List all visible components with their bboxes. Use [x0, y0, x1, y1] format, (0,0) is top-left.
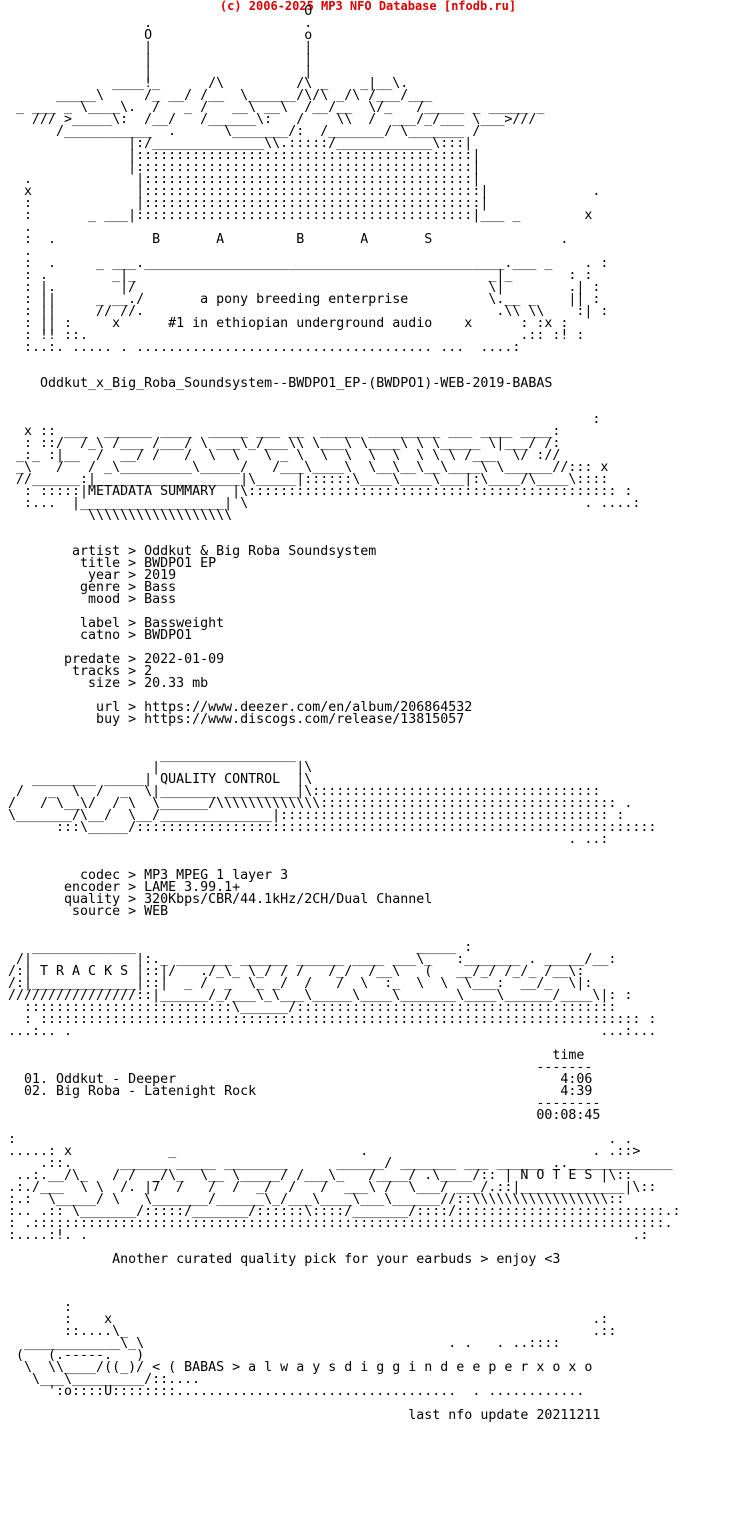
nfo-text-block: O . . O o | | | | | | ____!_ /\ /\ _ _|__\. _____\ /_ __/ /__ \______/\/\ _/\ /___/___ _ ___ _ \____\. / _ / __\ __\ /__/__ \/_ /_____ _ _____ _ /// >_____\: /__/ /______\: / \\ / ___/_/___ \___>/// /___________ . \_______/: /_______/ \_______ / |:/______________\\.:::::/____________\:::| |::::::::::::::::::::::::::::::::::::::::::| |::::::::::::::::::::::::::::::::::::::::::| . |:::::::::::::::::::::::::::::::::::::::::| x |::::::::::::::::::::::::::::::::::::::::::| . : |::::::::::::::::::::::::::::::::::::::::::| : _ ___|::::::::::::::::::::::::::::::::::::::::::|___ _ x . : . B A B A S . . : . _ ___._____________________________________________.___ _ . : : . _|_ _|_ : : : |. |/ \| .| : : || _ __./ a pony breeding enterprise \.__ _ || : : || // //. .\\ \\ :| : : || : x #1 in ethiopian underground audio x : :x : : !! ::. .:: :! : :..:. ..... . ..................................... ... ....: Oddkut_x_Big_Roba_Soundsystem--BWDPO1_EP-(BWDPO1)-WEB-2019-BABAS : x :: ___ ______ ____ _____ ___ __ _____ _________ ___ ____ ____: : ::/ /_\ /___ /___/ \ ___\_/___\\ \___\ \____\ \ \_____ \|___/ /: _:_ :|__ / __/ / / \ \ \ _ \ \ \ \ \ \ \ \ /___ \/ :// _\ / / _\_________\_____/ /___\____\ \__\__\__\____\ \______//::: x //______:|__________________|\_____|::::::\____\____\___|:\____/\____\:::: : :::::|METADATA SUMMARY |\:::::::::::::::::::::::::::::::::::::::::::::: : :... |__________________| \ . ....: \\\\\\\\\\\\\\\\\\ artist > Oddkut & Big Roba Soundsystem title > BWDPO1 EP year > 2019 genre > Bass mood > Bass label > Bassweight catno > BWDPO1 predate > 2022-01-09 tracks > 2 size > 20.33 mb url > https://www.deezer.com/en/album/206864532 buy > https://www.discogs.com/release/13815057 _________________ | |\ ________ _____| QUALITY CONTROL |\ / _ \ / _ \|_______ _________|\:::::::::::::::::::::::::::::::::::: / / \__\/ / \ \______/\\\\\\\\\\\\\::::::::::::::::::::::::::::::::::::: . \_______/\__/ \__/______________|::::::::::::::::::::::::::::::::::::::::: : :::\_____/::::::::::::::::::::::::::::::::::::::::::::::::::::::::::::::::: . ..: codec > MP3 MPEG 1 layer 3 encoder > LAME 3.99.1+ quality > 320Kbps/CBR/44.1kHz/2CH/Dual Channel source > WEB _____________ _____ : /| |:._ _______ ______ ______ ____ ___\_ :_______ . _____/__: /:| T R A C K S |::|/ ./_\_ \_/ / / /_/ /__\ ( __/_/ /_/_ /__\: /:|_____________|::| _ / _ \_ _/ / / \ :_ \ \ \___: __/_ \|: ////////////////::|______/_/___\_\___\_____\____\_______\____\______/____\|: : ::::::::::::::::::::::::::\______/:::::::::::::::::::::::::::::::::::::::: : ::::::::::::::::::::::::::::::::::::::::::::::::::::::::::::::::::::::::::: : ...:.. . ...:... time ------- 01. Oddkut - Deeper 4:06 02. Big Roba - Latenight Rock 4:39 -------- 00:08:45 : . . .....: x _ . . .::> .::. ______ _____ ________ ______/ _______ ___ ______ .._____________ ..:.__/\_ / / _/\_ \__ \_____/ /___\_ /____/ .\____/:: | N O T E S |\:: .:./___ \ \ /. |7 / / / _/ / / ___\ / \___/ ___/.::|_____________|\:: :.: \_____/ \ \_______/______\_/___\____\___\______//::\\\\\\\\\\\\\\\\\:: :.. .:: \_______/:::::/_______/::::::\::::/_______/::::/::::::::::::::::::::::::::.: : .:::::::::::::::::::::::::::::::::::::::::::::::::::::::::::::::::::::::::::::::. :....:!. . .: Another curated quality pick for your earbuds > enjoy <3 : : x .: ::....\_ .:: ____________\_\ . . . ..:::: ( (.-----. ) \ \\____/((_)/ < ( BABAS > a l w a y s d i g g i n d e e p e r x o x o \___\_________/::.... ':o::::U::::::::................................... . ............ last nfo update 20211211 — [8, 4, 681, 1423]
site-copyright-header: (c) 2006-2025 MP3 NFO Database [nfodb.ru] — [219, 0, 517, 13]
